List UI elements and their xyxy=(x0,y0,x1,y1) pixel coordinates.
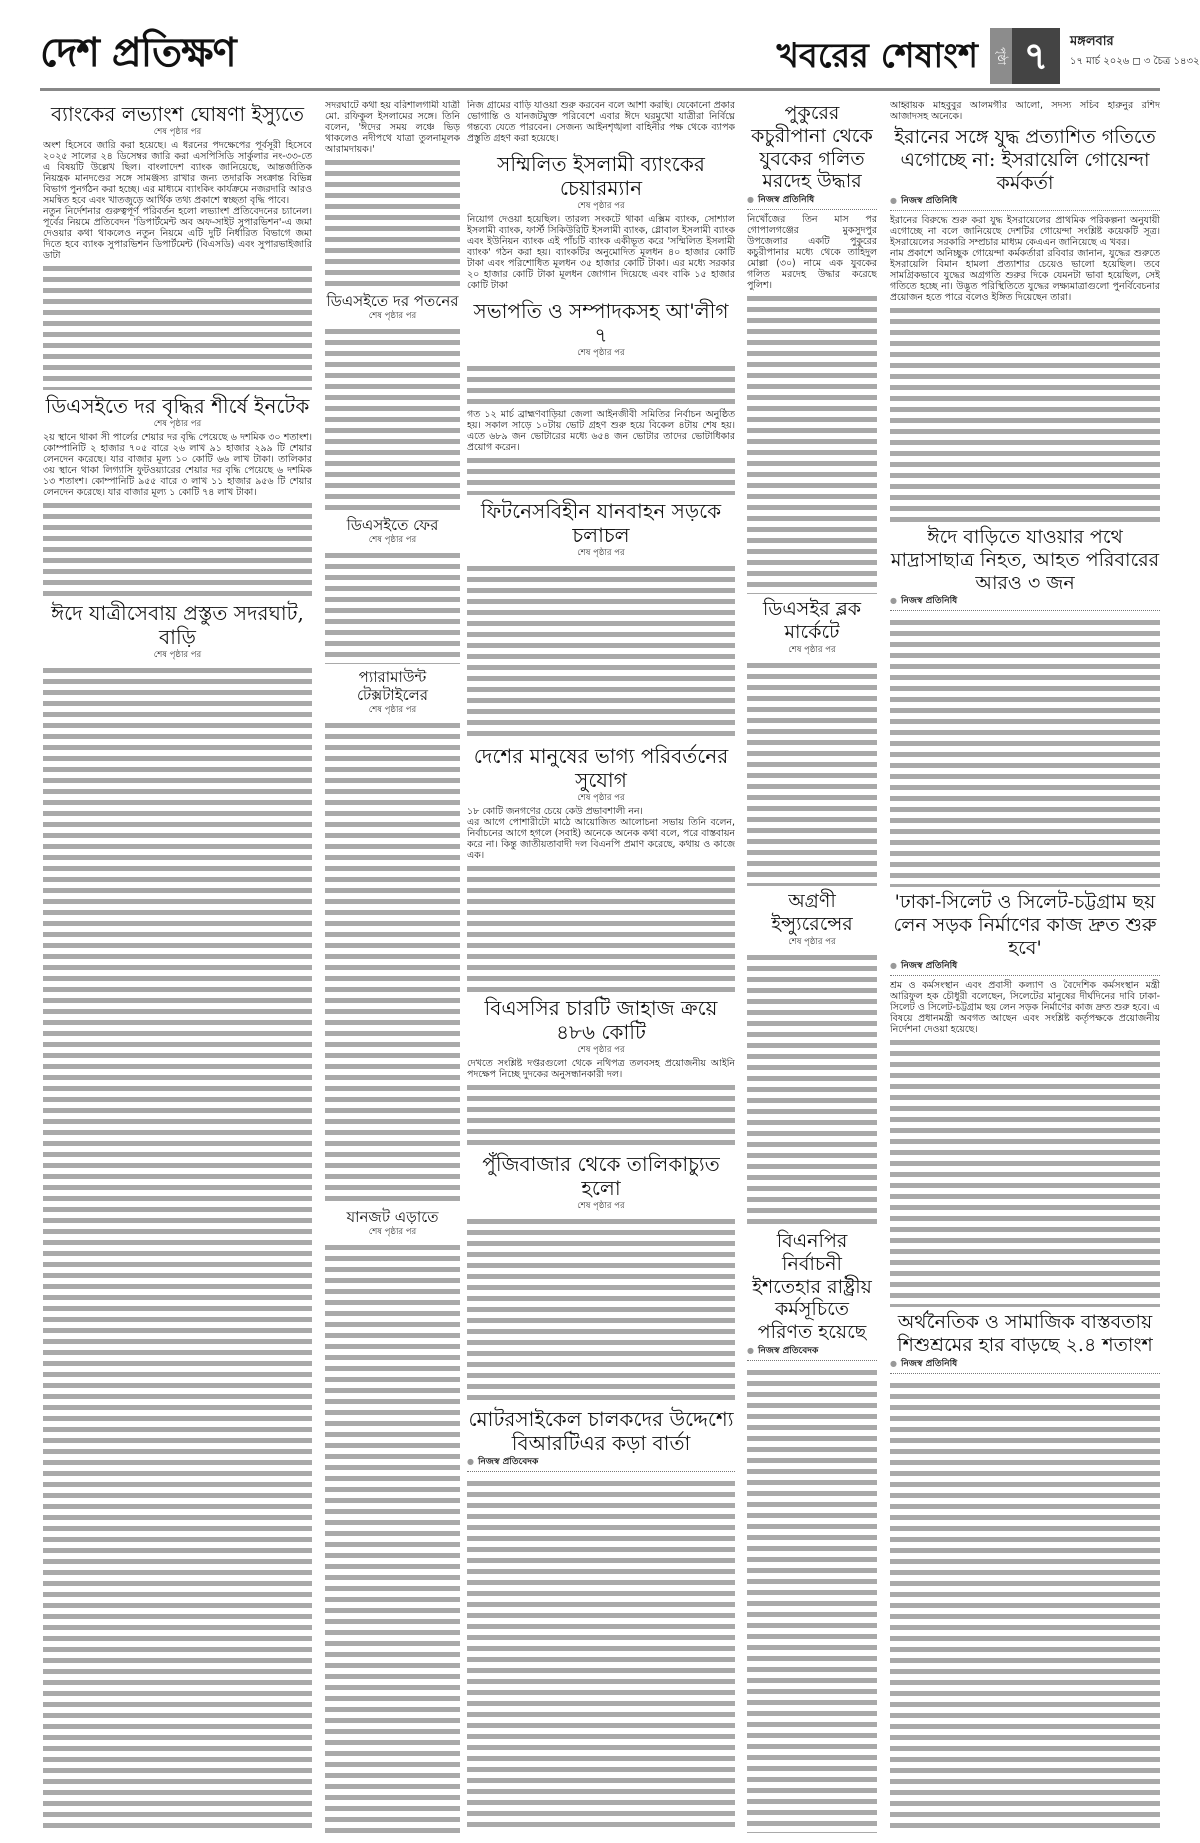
body-text-lines xyxy=(747,293,877,594)
page-label: পৃষ্ঠা xyxy=(990,28,1012,84)
article xyxy=(467,742,735,992)
page-column xyxy=(467,100,735,1835)
page-column xyxy=(43,100,312,1835)
body-text-lines xyxy=(43,665,312,1834)
continued-from-label: শেষ পৃষ্ঠার পর xyxy=(577,1201,625,1211)
body-text-lines xyxy=(467,1082,735,1148)
article-paragraph: ১৮ কোটি জনগণের চেয়ে কেউ প্রভাবশালী নন। xyxy=(467,806,643,817)
article xyxy=(43,392,312,597)
article-headline: ব্যাংকের লভ্যাংশ ঘোষণা ইস্যুতে xyxy=(51,102,304,126)
body-text-lines xyxy=(890,1037,1160,1307)
article xyxy=(467,497,735,740)
body-text-lines xyxy=(467,1216,735,1403)
article-headline: ঈদে বাড়িতে যাওয়ার পথে মাদ্রাসাছাত্র নিহত, আহত পরিবারের আরও ৩ জন xyxy=(890,526,1160,594)
article-paragraph: নাম প্রকাশে অনিচ্ছুক গোয়েন্দা কর্মকর্তারা রবিবার জানান, যুদ্ধের শুরুতে ইসরায়েলি বিমান হামলা প্রত্যাশার চেয়েও ভালো হয়েছিল। তবে সামগ্রিকভাবে যুদ্ধের অগ্রগতি শুরুর দিকে যেমনটা ভাবা হয়েছিল, সেই গতিতে হচ্ছে না। উদ্ভূত পরিস্থিতিতে যুদ্ধের লক্ষ্যমাত্রাগুলো পুনর্বিবেচনার প্রয়োজন হতে পারে বলেও ইঙ্গিত দিয়েছেন তারা। xyxy=(890,248,1160,304)
body-text-lines xyxy=(467,363,735,407)
article xyxy=(325,100,460,288)
article-paragraph: শ্রম ও কর্মসংস্থান এবং প্রবাসী কল্যাণ ও বৈদেশিক কর্মসংস্থান মন্ত্রী আরিফুল হক চৌধুরী বলেছেন, সিলেটের মানুষের দীর্ঘদিনের দাবি ঢাকা-সিলেট ও সিলেট-চট্টগ্রাম ছয় লেন সড়ক নির্মাণের কাজ দ্রুত শুরু হবে। এ বিষয়ে প্রধানমন্ত্রী অবগত আছেন এবং সংশ্লিষ্ট কর্তৃপক্ষকে প্রয়োজনীয় নির্দেশনা দেওয়া হয়েছে। xyxy=(890,980,1160,1036)
article-headline: ফিটনেসবিহীন যানবাহন সড়কে চলাচল xyxy=(480,499,722,547)
continued-from-label: শেষ পৃষ্ঠার পর xyxy=(577,793,625,803)
continued-from-label: শেষ পৃষ্ঠার পর xyxy=(153,419,202,429)
article-headline: সম্মিলিত ইসলামী ব্যাংকের চেয়ারম্যান xyxy=(497,152,705,200)
body-text-lines xyxy=(467,293,735,295)
article xyxy=(890,124,1160,522)
continued-from-label: শেষ পৃষ্ঠার পর xyxy=(577,348,625,358)
article xyxy=(325,290,460,512)
continued-from-label: শেষ পৃষ্ঠার পর xyxy=(577,201,625,211)
byline: ● নিজস্ব প্রতিনিধি xyxy=(890,1358,1160,1374)
article xyxy=(747,596,877,886)
article-headline: পুকুরের কচুরীপানা থেকে যুবকের গলিত মরদেহ উদ্ধার xyxy=(751,102,873,193)
body-text-lines xyxy=(43,263,312,390)
body-text-lines xyxy=(747,1367,877,1833)
article-headline: ইরানের সঙ্গে যুদ্ধ প্রত্যাশিত গতিতে এগোচ্ছে না: ইসরায়েলি গোয়েন্দা কর্মকর্তা xyxy=(894,126,1156,194)
body-text-lines xyxy=(467,563,735,740)
article-headline: ডিএসইতে ফের xyxy=(346,516,439,534)
byline: ● নিজস্ব প্রতিনিধি xyxy=(747,194,877,210)
article xyxy=(467,100,735,148)
section-title: খবরের শেষাংশ xyxy=(776,36,978,76)
article xyxy=(747,100,877,594)
newspaper-logo: দেশ প্রতিক্ষণ xyxy=(40,29,236,76)
body-text-lines xyxy=(890,617,1160,887)
body-text-lines xyxy=(747,660,877,886)
article xyxy=(747,1228,877,1833)
continued-from-label: শেষ পৃষ্ঠার পর xyxy=(368,311,417,321)
article xyxy=(43,599,312,1834)
article-headline: প্যারামাউন্ট টেক্সটাইলের xyxy=(356,668,429,704)
article-headline: দেশের মানুষের ভাগ্য পরিবর্তনের সুযোগ xyxy=(473,744,729,792)
article xyxy=(467,1405,735,1833)
article xyxy=(890,1309,1160,1833)
article-paragraph: নতুন নির্দেশনার গুরুত্বপূর্ণ পরিবর্তন হলো লভ্যাংশ প্রতিবেদনের চ্যানেল। পূর্বের নিয়মে প্রতিবেদন 'ডিপার্টমেন্ট অব অফ-সাইট সুপারভিশন'-এ জমা দেওয়ার কথা থাকলেও নতুন নিয়মে এটি দুটি নির্ধারিত বিভাগে জমা দিতে হবে ব্যাংক সুপারভিশন ডিপার্টমেন্ট (বিএসডি) এবং সুপারভাইজারি ডাটা xyxy=(43,206,312,261)
continued-from-label: শেষ পৃষ্ঠার পর xyxy=(788,936,836,947)
article-headline: অগ্রণী ইন্স্যুরেন্সের xyxy=(771,890,853,935)
body-text-lines xyxy=(467,455,735,495)
weekday: মঙ্গলবার xyxy=(1070,34,1114,49)
byline: ● নিজস্ব প্রতিনিধি xyxy=(890,595,1160,611)
article-headline: ডিএসইতে দর পতনের xyxy=(326,292,459,310)
article xyxy=(467,994,735,1148)
article-headline: ডিএসইর ব্লক মার্কেটে xyxy=(762,598,862,643)
article-paragraph: আহ্বায়ক মাহবুবুর আলমগীর আলো, সদস্য সচিব হারুনুর রশিদ আজাদসহ অনেকে। xyxy=(890,100,1160,122)
article-headline: বিএসসির চারটি জাহাজ ক্রয়ে ৪৮৬ কোটি xyxy=(484,996,718,1044)
page-column xyxy=(325,100,460,1835)
article xyxy=(467,1150,735,1403)
byline: ● নিজস্ব প্রতিনিধি xyxy=(890,960,1160,976)
article-headline: যানজট এড়াতে xyxy=(346,1208,439,1226)
body-text-lines xyxy=(467,863,735,992)
issue-date: ১৭ মার্চ ২০২৬ ◻ ৩ চৈত্র ১৪৩২ xyxy=(1070,56,1200,67)
byline: ● নিজস্ব প্রতিবেদক xyxy=(467,1456,735,1472)
byline: ● নিজস্ব প্রতিবেদক xyxy=(747,1345,877,1361)
page-column xyxy=(890,100,1160,1835)
article xyxy=(890,524,1160,887)
body-text-lines xyxy=(467,1478,735,1833)
byline: ● নিজস্ব প্রতিনিধি xyxy=(890,195,1160,211)
article-headline: ঈদে যাত্রীসেবায় প্রস্তুত সদরঘাট, বাড়ি xyxy=(51,601,304,649)
continued-from-label: শেষ পৃষ্ঠার পর xyxy=(368,535,417,545)
body-text-lines xyxy=(890,305,1160,522)
article-headline: অর্থনৈতিক ও সামাজিক বাস্তবতায় শিশুশ্রমের হার বাড়ছে ২.৪ শতাংশ xyxy=(897,1311,1153,1356)
body-text-lines xyxy=(43,500,312,597)
article-paragraph: গত ১২ মার্চ ব্রাহ্মণবাড়িয়া জেলা আইনজীবী সমিতির নির্বাচন অনুষ্ঠিত হয়। সকাল সাড়ে ১০টায় ভোট গ্রহণ শুরু হয়ে বিকেল ৪টায় শেষ হয়। এতে ৬৮৯ জন ভোটারের মধ্যে ৬৫৪ জন ভোটার তাদের ভোটাধিকার প্রয়োগ করেন। xyxy=(467,409,735,453)
article-paragraph: নিখোঁজের তিন মাস পর গোপালগঞ্জের মুকসুদপুর উপজেলার একটি পুকুরের কচুরীপানার মধ্যে থেকে তাহিদুল মোল্লা (৩০) নামে এক যুবকের গলিত মরদেহ উদ্ধার করেছে পুলিশ। xyxy=(747,214,877,292)
continued-from-label: শেষ পৃষ্ঠার পর xyxy=(788,644,836,655)
page-number: ৭ xyxy=(1012,28,1060,84)
masthead-divider xyxy=(40,88,1160,91)
article-headline: 'ঢাকা-সিলেট ও সিলেট-চট্টগ্রাম ছয় লেন সড়ক নির্মাণের কাজ দ্রুত শুরু হবে' xyxy=(893,891,1157,959)
article-headline: বিএনপির নির্বাচনী ইশতেহার রাষ্ট্রীয় কর্মসূচিতে পরিণত হয়েছে xyxy=(752,1230,872,1344)
body-text-lines xyxy=(325,1242,460,1833)
article xyxy=(890,100,1160,122)
continued-from-label: শেষ পৃষ্ঠার পর xyxy=(153,650,202,660)
body-text-lines xyxy=(890,1380,1160,1833)
article-paragraph: দেখতে সংশ্লিষ্ট দপ্তরগুলো থেকে নথিপত্র তলবসহ প্রয়োজনীয় আইনি পদক্ষেপ নিচ্ছে দুদকের অনুসন্ধানকারী দল। xyxy=(467,1058,735,1080)
article-paragraph: নিজ গ্রামের বাড়ি যাওয়া শুরু করবেন বলে আশা করছি। যেকোনো প্রকার ভোগান্তি ও যানজটমুক্ত পরিবেশে এবার ঈদে ঘরমুখো যাত্রীরা নির্বিঘ্নে গন্তব্যে যেতে পারবেন। সেজন্য আইনশৃঙ্খলা বাহিনীর পক্ষ থেকে ব্যাপক প্রস্তুতি গ্রহণ করা হয়েছে। xyxy=(467,100,735,144)
article-paragraph: ইরানের বিরুদ্ধে শুরু করা যুদ্ধ ইসরায়েলের প্রাথমিক পরিকল্পনা অনুযায়ী এগোচ্ছে না বলে জানিয়েছে দেশটির গোয়েন্দা সংশ্লিষ্ট কয়েকটি সূত্র। ইসরায়েলের সরকারি সম্প্রচার মাধ্যম কেএএন জানিয়েছে এ খবর। xyxy=(890,215,1160,249)
article-paragraph: ২য় স্থানে থাকা সী পার্লের শেয়ার দর বৃদ্ধি পেয়েছে ৬ দশমিক ৩০ শতাংশ। কোম্পানিটি ২ হাজার ৭০৫ বারে ২৬ লাখ ৯১ হাজার ২৯৯ টি শেয়ার লেনদেন করেছে। যার বাজার মূল্য ১০ কোটি ৬৬ লাখ টাকা। তালিকার ৩য় স্থানে থাকা লিগ্যাসি ফুটওয়্যারের শেয়ার দর বৃদ্ধি পেয়েছে ৬ দশমিক ১৩ শতাংশ। কোম্পানিটি ৯৫৫ বারে ৩ লাখ ১১ হাজার ৯৫৬ টি শেয়ার লেনদেন করেছে। যার বাজার মূল্য ১ কোটি ৭৪ লাখ টাকা। xyxy=(43,432,312,498)
body-text-lines xyxy=(747,952,877,1226)
body-text-lines xyxy=(325,157,460,288)
article xyxy=(43,100,312,390)
article xyxy=(467,150,735,295)
body-text-lines xyxy=(325,326,460,512)
article xyxy=(467,297,735,495)
article xyxy=(890,889,1160,1307)
article xyxy=(325,1206,460,1833)
article-headline: পুঁজিবাজার থেকে তালিকাচ্যুত হলো xyxy=(482,1152,720,1200)
article-paragraph: অংশ হিসেবে জারি করা হয়েছে। এ ধরনের পদক্ষেপের পূর্বসূরী হিসেবে ২০২৫ সালের ২৪ ডিসেম্বর জারি করা এসপিসিডি সার্কুলার নং-৩৩-তে এ বিষয়টি উল্লেখ ছিল। বাংলাদেশ ব্যাংক জানিয়েছে, আন্তর্জাতিক নিয়ন্ত্রক মানদণ্ডের সঙ্গে সামঞ্জস্য রাখার জন্য তদারকি সংক্রান্ত বিভিন্ন বিভাগ পুনর্গঠন করা হচ্ছে। এর মাধ্যমে ব্যাংকিং কার্যক্রমে নজরদারি আরও সমন্বিত হবে এবং খাতজুড়ে আর্থিক তথ্য প্রকাশে স্বচ্ছতা বৃদ্ধি পাবে। xyxy=(43,140,312,206)
article-paragraph: এর আগে পোশারীটো মাঠে আয়োজিত আলোচনা সভায় তিনি বলেন, নির্বাচনের আগে হগলে (সবাই) অনেকে অনেক কথা বলে, পরে বাস্তবায়ন করে না। কিন্তু জাতীয়তাবাদী দল বিএনপি প্রমাণ করেছে, কথায় ও কাজে এক। xyxy=(467,817,735,861)
continued-from-label: শেষ পৃষ্ঠার পর xyxy=(577,548,625,558)
article xyxy=(747,888,877,1226)
continued-from-label: শেষ পৃষ্ঠার পর xyxy=(368,1227,417,1237)
continued-from-label: শেষ পৃষ্ঠার পর xyxy=(153,127,202,137)
article-paragraph: সদরঘাটে কথা হয় বরিশালগামী যাত্রী মো. রফিকুল ইসলামের সঙ্গে। তিনি বলেন, 'ঈদের সময় লঞ্চে ভিড় থাকলেও নদীপথে যাত্রা তুলনামূলক আরামদায়ক।' xyxy=(325,100,460,155)
masthead xyxy=(40,28,1200,84)
continued-from-label: শেষ পৃষ্ঠার পর xyxy=(368,705,417,715)
article-headline: সভাপতি ও সম্পাদকসহ আ'লীগ ৭ xyxy=(473,299,729,347)
article xyxy=(325,666,460,1204)
article-headline: মোটরসাইকেল চালকদের উদ্দেশ্যে বিআরটিএর কড়া বার্তা xyxy=(468,1407,734,1455)
page-column xyxy=(747,100,877,1835)
body-text-lines xyxy=(325,550,460,664)
body-text-lines xyxy=(325,720,460,1204)
article-headline: ডিএসইতে দর বৃদ্ধির শীর্ষে ইনটেক xyxy=(45,394,310,418)
continued-from-label: শেষ পৃষ্ঠার পর xyxy=(577,1045,625,1055)
article-paragraph: নিয়োগ দেওয়া হয়েছিল। তারল্য সংকটে থাকা এক্সিম ব্যাংক, সোশ্যাল ইসলামী ব্যাংক, ফার্স্ট সিকিউরিটি ইসলামী ব্যাংক, গ্লোবাল ইসলামী ব্যাংক এবং ইউনিয়ন ব্যাংক এই পাঁচটি ব্যাংক একীভূত করে 'সম্মিলিত ইসলামী ব্যাংক' গঠন করা হয়। ব্যাংকটির অনুমোদিত মূলধন ৪০ হাজার কোটি টাকা এবং পরিশোধিত মূলধন ৩৫ হাজার কোটি টাকা। এর মধ্যে সরকার ২০ হাজার কোটি টাকা মূলধন জোগান দিয়েছে এবং বাকি ১৫ হাজার কোটি টাকা xyxy=(467,214,735,291)
article xyxy=(325,514,460,664)
